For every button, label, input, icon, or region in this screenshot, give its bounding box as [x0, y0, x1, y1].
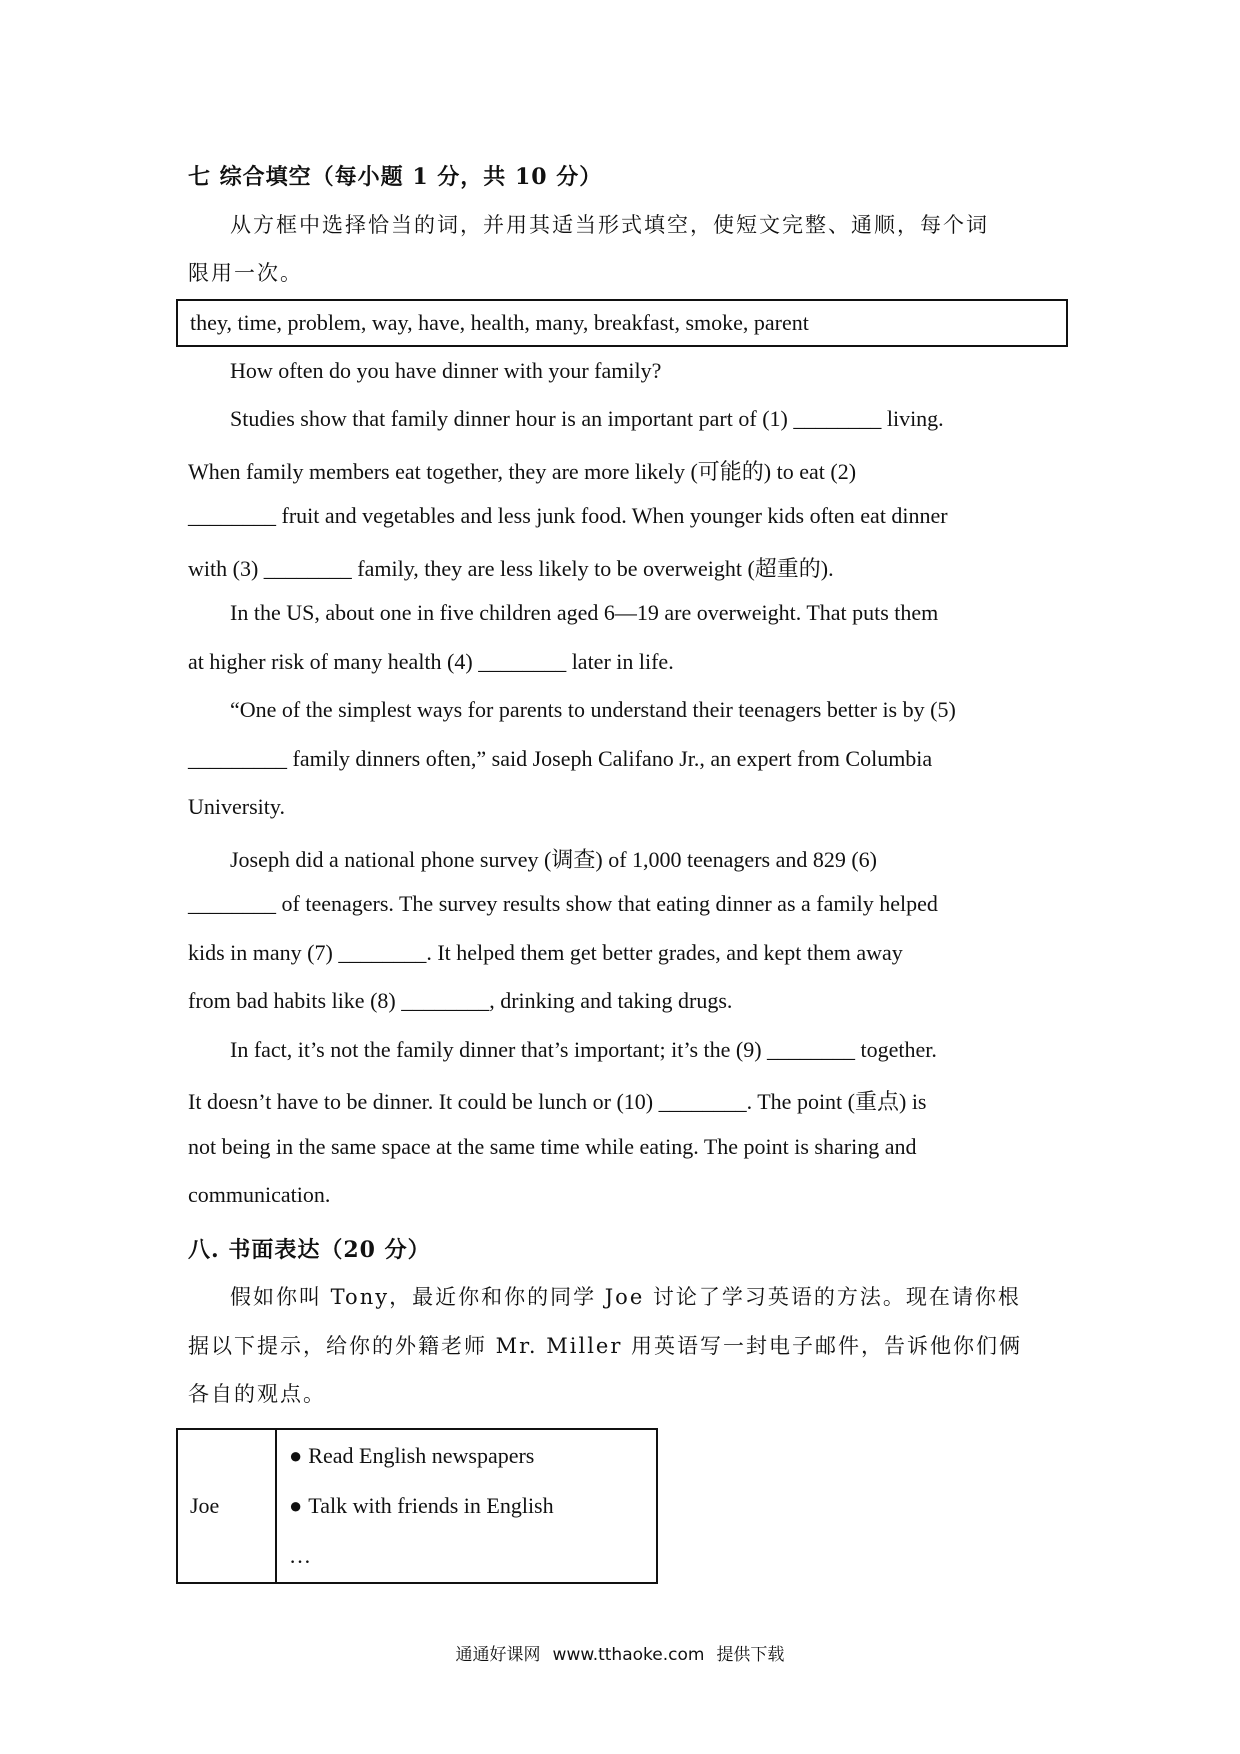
tip-item	[289, 1481, 655, 1531]
section-8-instruction-line: 据以下提示，给你的外籍老师 Mr. Miller 用英语写一封电子邮件，告诉他你们俩	[188, 1334, 1023, 1358]
footer-suffix: 提供下载	[716, 1645, 785, 1665]
bullet-icon: ●	[289, 1443, 303, 1468]
passage-line: kids in many (7) ________. It helped them get better grades, and kept them away	[188, 940, 903, 965]
passage-line: In fact, it’s not the family dinner that’s important; it’s the (9) ________ together.	[230, 1037, 937, 1062]
passage-line: When family members eat together, they are more likely (可能的) to eat (2)	[188, 459, 857, 484]
passage-line: In the US, about one in five children aged 6—19 are overweight. That puts them	[230, 600, 939, 625]
tip-item	[289, 1431, 655, 1481]
passage-line: at higher risk of many health (4) ________ later in life.	[188, 649, 674, 674]
passage-line: ________ fruit and vegetables and less junk food. When younger kids often eat dinner	[188, 503, 948, 528]
section-8-instruction-line: 假如你叫 Tony，最近你和你的同学 Joe 讨论了学习英语的方法。现在请你根	[230, 1285, 1021, 1309]
word-box	[176, 299, 1068, 347]
tips-name: Joe	[190, 1493, 220, 1518]
passage-line: not being in the same space at the same time while eating. The point is sharing and	[188, 1134, 917, 1159]
section-7-title: 七 综合填空（每小题 1 分，共 10 分）	[188, 164, 603, 190]
page-footer	[0, 1640, 1240, 1665]
passage-line: ________ of teenagers. The survey results show that eating dinner as a family helped	[188, 891, 938, 916]
section-8-title: 八. 书面表达（20 分）	[188, 1237, 431, 1263]
tip-item-text: Read English newspapers	[308, 1443, 535, 1468]
passage-line: Joseph did a national phone survey (调查) of 1,000 teenagers and 829 (6)	[230, 847, 878, 872]
passage-line: _________ family dinners often,” said Joseph Califano Jr., an expert from Columbia	[188, 746, 933, 771]
passage-line: “One of the simplest ways for parents to understand their teenagers better is by (5)	[230, 697, 956, 722]
bullet-icon: ●	[289, 1493, 303, 1518]
tip-item-text: Talk with friends in English	[308, 1493, 554, 1518]
passage-line: communication.	[188, 1182, 331, 1207]
tips-name-cell	[177, 1429, 276, 1583]
passage-line: University.	[188, 794, 285, 819]
tip-item-more	[289, 1531, 655, 1581]
section-7-instruction-line-1: 从方框中选择恰当的词，并用其适当形式填空，使短文完整、通顺，每个词	[230, 213, 989, 237]
word-box-text: they, time, problem, way, have, health, many, breakfast, smoke, parent	[190, 310, 809, 335]
footer-site-name: 通通好课网	[455, 1645, 541, 1665]
passage-line: It doesn’t have to be dinner. It could be lunch or (10) ________. The point (重点) is	[188, 1089, 927, 1114]
tips-items-cell	[276, 1429, 657, 1583]
writing-tips-table	[176, 1428, 658, 1584]
ellipsis: …	[289, 1543, 311, 1568]
section-8-instruction-line: 各自的观点。	[188, 1382, 326, 1406]
footer-url[interactable]: www.tthaoke.com	[552, 1645, 705, 1665]
section-7-instruction-line-2: 限用一次。	[188, 261, 303, 285]
passage-line: from bad habits like (8) ________, drinking and taking drugs.	[188, 988, 733, 1013]
passage-line: Studies show that family dinner hour is an important part of (1) ________ living.	[230, 406, 944, 431]
passage-line: with (3) ________ family, they are less likely to be overweight (超重的).	[188, 556, 834, 581]
passage-line: How often do you have dinner with your family?	[230, 358, 662, 383]
